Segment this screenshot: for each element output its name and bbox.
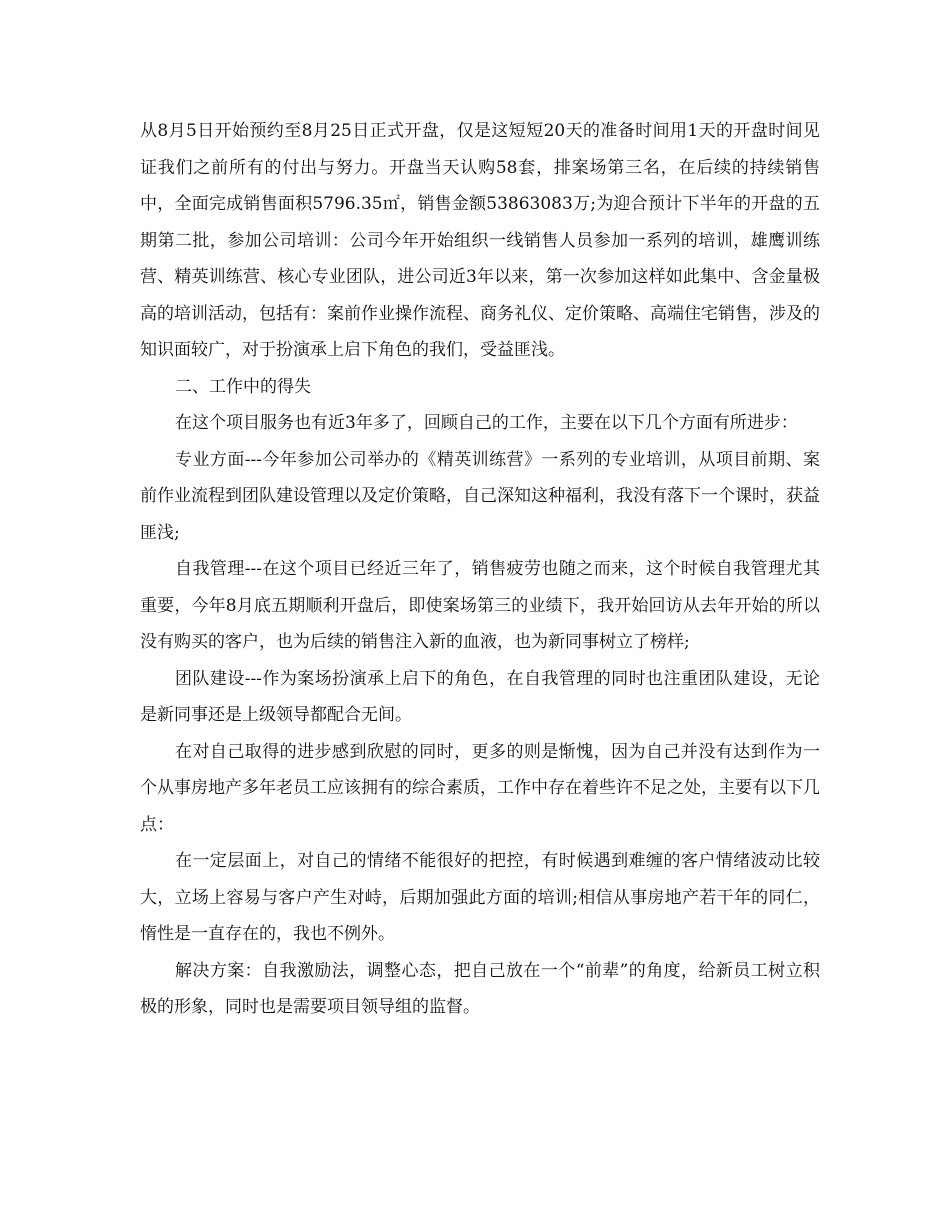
paragraph-opening-summary: 从8月5日开始预约至8月25日正式开盘，仅是这短短20天的准备时间用1天的开盘时间见证我们之前所有的付出与努力。开盘当天认购58套，排案场第三名，在后续的持续销售中，全面完成销售面积5796.35㎡，销售金额53863083万;为迎合预计下半年的开盘的五期第二批，参加公司培训：公司今年开始组织一线销售人员参加一系列的培训，雄鹰训练营、精英训练营、核心专业团队，进公司近3年以来，第一次参加这样如此集中、含金量极高的培训活动，包括有：案前作业操作流程、商务礼仪、定价策略、高端住宅销售，涉及的知识面较广，对于扮演承上启下角色的我们，受益匪浅。: [140, 121, 820, 360]
paragraph-shortcomings-intro: 在对自己取得的进步感到欣慰的同时，更多的则是惭愧，因为自己并没有达到作为一个从事房地产多年老员工应该拥有的综合素质，工作中存在着些许不足之处，主要有以下几点：: [140, 741, 820, 835]
paragraph-solution: 解决方案：自我激励法，调整心态，把自己放在一个“前辈”的角度，给新员工树立积极的形象，同时也是需要项目领导组的监督。: [140, 960, 820, 1017]
paragraph-professional: 专业方面---今年参加公司举办的《精英训练营》一系列的专业培训，从项目前期、案前作业流程到团队建设管理以及定价策略，自己深知这种福利，我没有落下一个课时，获益匪浅;: [140, 449, 820, 543]
paragraph-team-building: 团队建设---作为案场扮演承上启下的角色，在自我管理的同时也注重团队建设，无论是新同事还是上级领导都配合无间。: [140, 668, 820, 725]
paragraph-emotion-control: 在一定层面上，对自己的情绪不能很好的把控，有时候遇到难缠的客户情绪波动比较大，立场上容易与客户产生对峙，后期加强此方面的培训;相信从事房地产若干年的同仁，惰性是一直存在的，我也不例外。: [140, 851, 820, 944]
paragraph-self-management: 自我管理---在这个项目已经近三年了，销售疲劳也随之而来，这个时候自我管理尤其重要，今年8月底五期顺利开盘后，即使案场第三的业绩下，我开始回访从去年开始的所以没有购买的客户，也为后续的销售注入新的血液，也为新同事树立了榜样;: [140, 559, 820, 652]
document-body: [140, 113, 820, 1026]
paragraph-progress-intro: 在这个项目服务也有近3年多了，回顾自己的工作，主要在以下几个方面有所进步：: [175, 413, 798, 433]
section-heading-gains-losses: 二、工作中的得失: [175, 376, 311, 397]
